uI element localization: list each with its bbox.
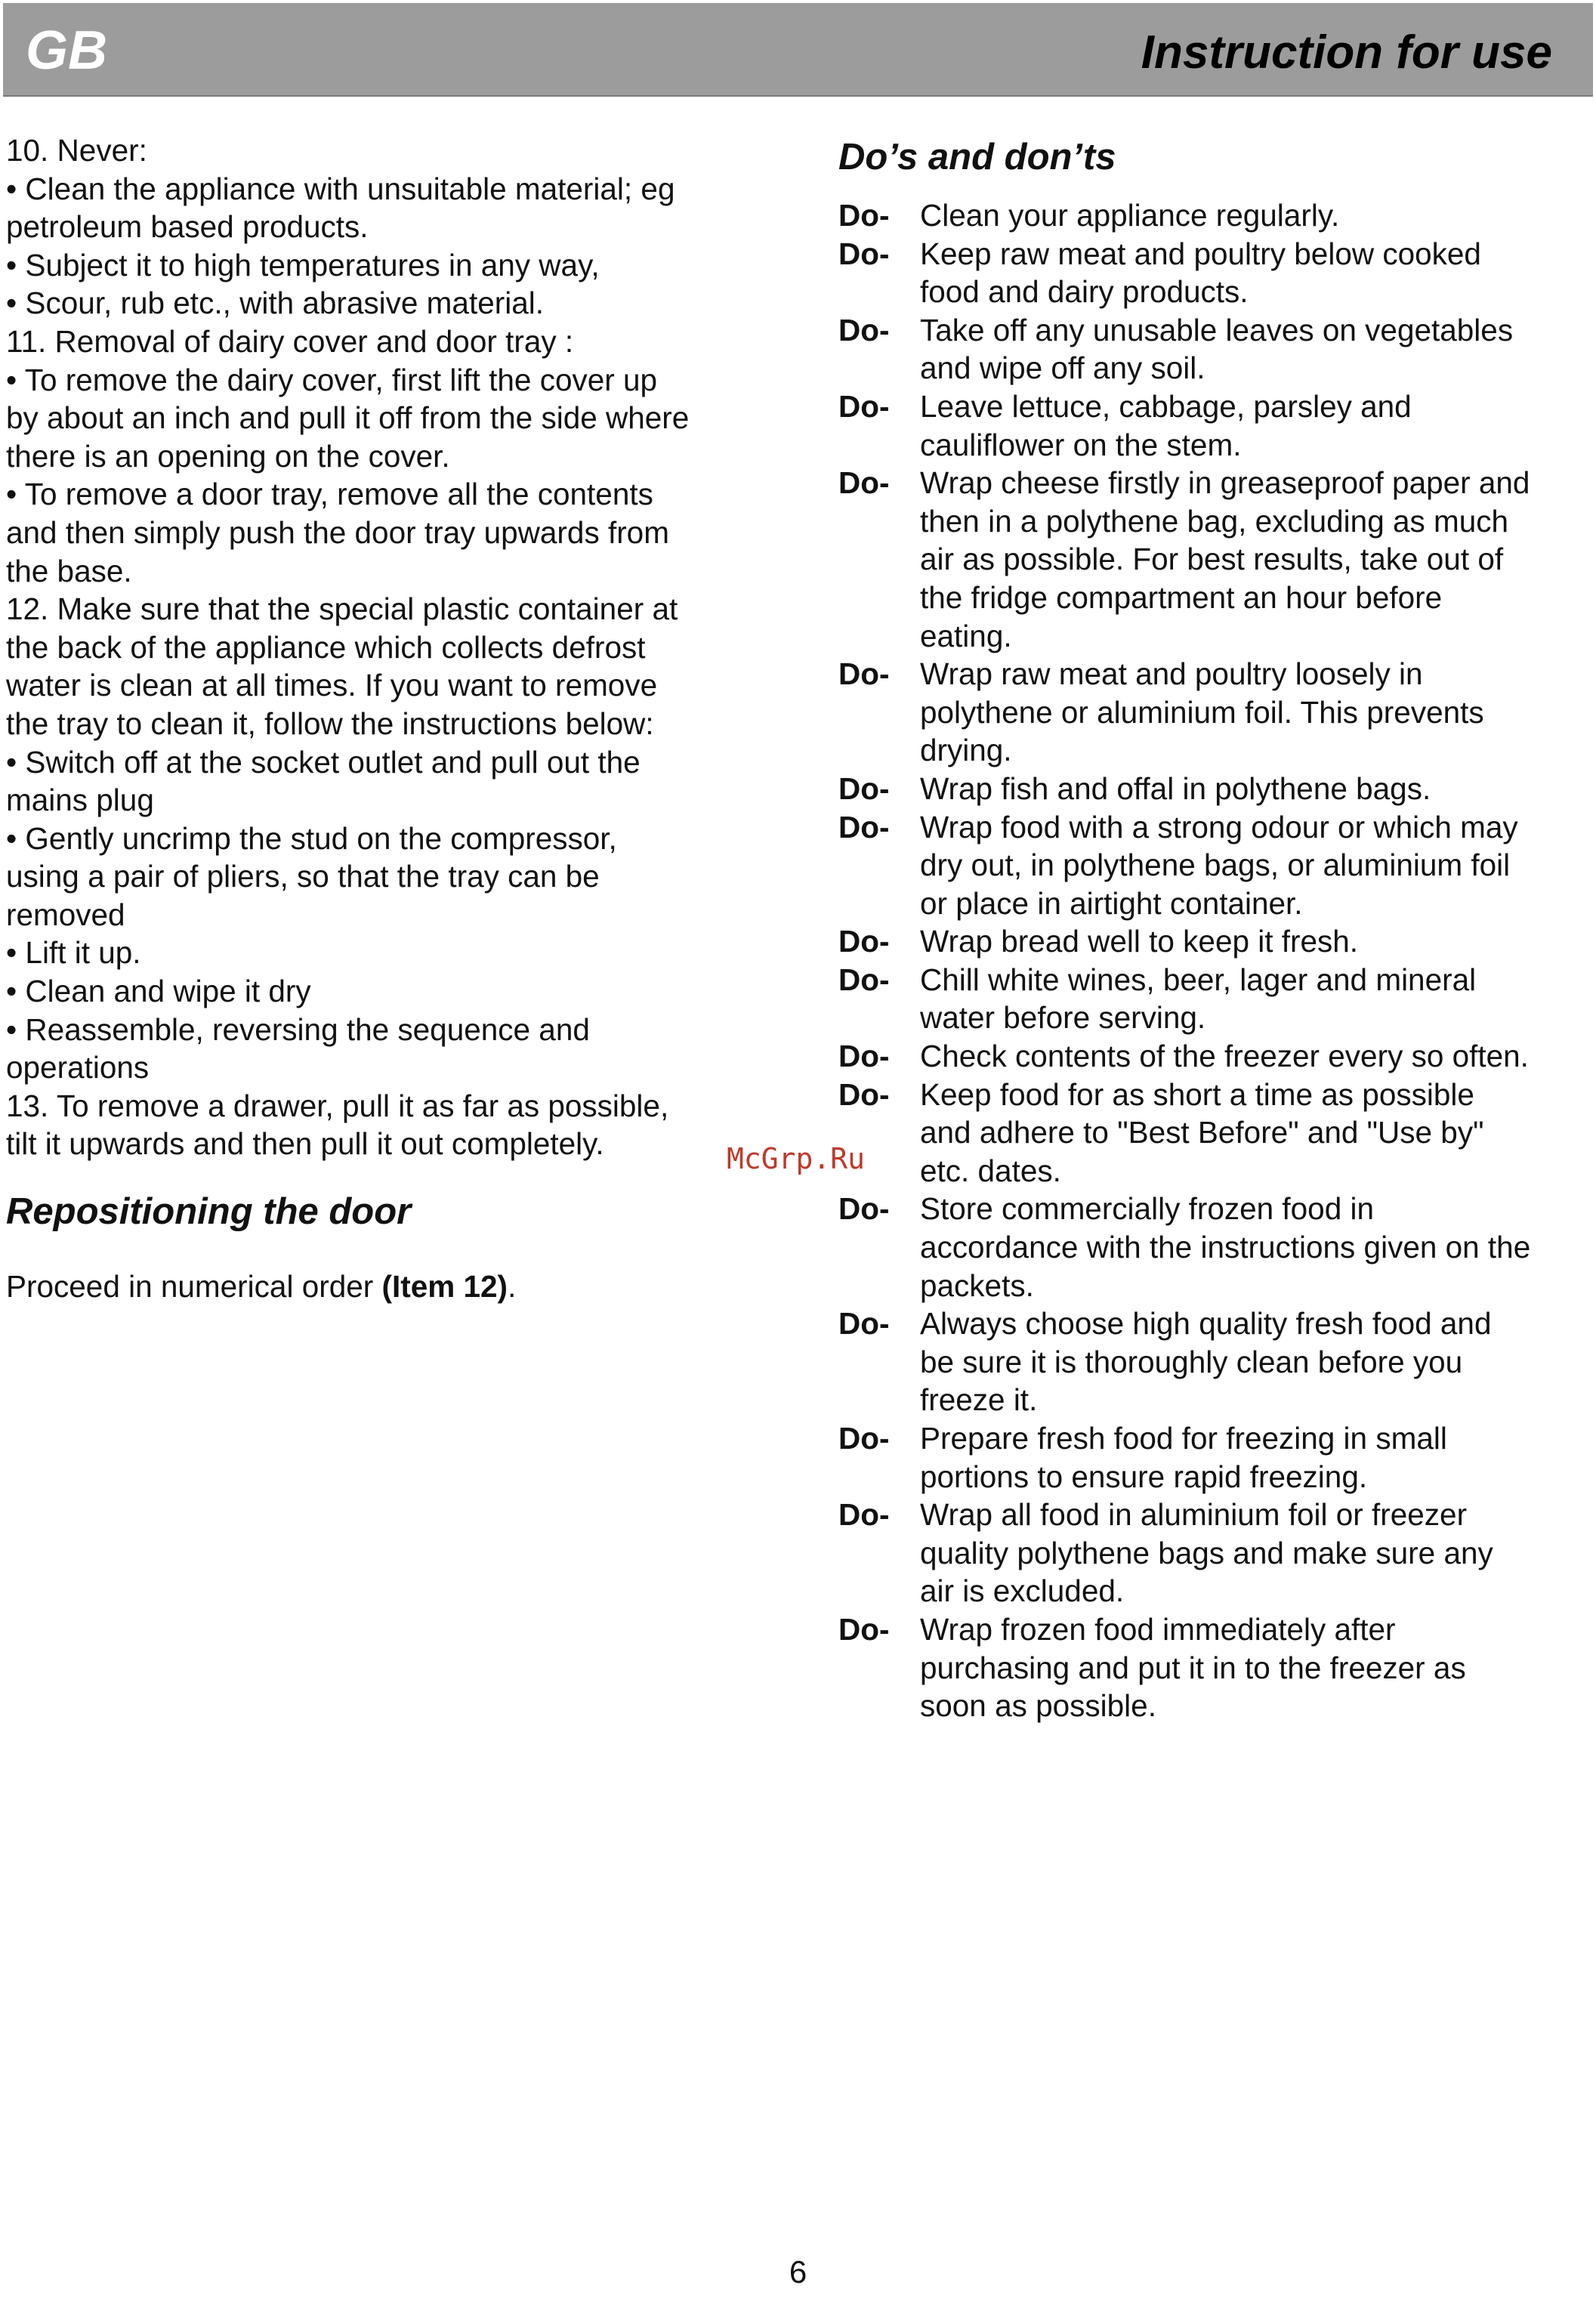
text-line: • Scour, rub etc., with abrasive material. <box>6 286 544 321</box>
text-line: 12. Make sure that the special plastic container at <box>6 591 678 627</box>
do-text <box>920 1496 1594 1610</box>
do-label: Do- <box>838 388 890 424</box>
do-text-line: the fridge compartment an hour before <box>920 579 1443 615</box>
do-text-line: or place in airtight container. <box>920 885 1303 921</box>
do-text <box>920 388 1594 464</box>
do-text-line: cauliflower on the stem. <box>920 427 1242 462</box>
do-item <box>838 770 1594 808</box>
do-text-line: water before serving. <box>920 1000 1206 1036</box>
do-label: Do- <box>838 962 890 997</box>
do-text-line: Wrap all food in aluminium foil or freezer <box>920 1497 1468 1533</box>
do-item <box>838 388 1594 464</box>
do-text-line: Wrap cheese firstly in greaseproof paper and <box>920 465 1530 501</box>
text-line: the base. <box>6 553 132 588</box>
watermark-text: McGrp.Ru <box>727 1142 866 1175</box>
do-text <box>920 1610 1594 1725</box>
text-line: petroleum based products. <box>6 209 369 245</box>
do-label: Do- <box>838 656 890 692</box>
text-line: • Subject it to high temperatures in any way, <box>6 247 600 283</box>
do-text-line: Check contents of the freezer every so often. <box>920 1039 1529 1074</box>
text-line: 11. Removal of dairy cover and door tray : <box>6 323 574 359</box>
header-title: Instruction for use <box>1141 26 1552 79</box>
do-item <box>838 1037 1594 1076</box>
text-line: the tray to clean it, follow the instructions below: <box>6 706 654 741</box>
do-text <box>920 922 1594 961</box>
do-text-line: dry out, in polythene bags, or aluminium foil <box>920 848 1511 883</box>
do-text <box>920 311 1594 388</box>
text-line: 13. To remove a drawer, pull it as far as possible, <box>6 1088 669 1123</box>
do-text <box>920 1419 1594 1496</box>
do-label: Do- <box>838 1039 890 1074</box>
do-label: Do- <box>838 198 890 233</box>
text-line: there is an opening on the cover. <box>6 438 450 474</box>
do-text-line: air is excluded. <box>920 1573 1125 1609</box>
do-label: Do- <box>838 1421 890 1456</box>
proceed-item-ref: (Item 12) <box>381 1269 508 1305</box>
do-text <box>920 655 1594 770</box>
do-text-line: Wrap food with a strong odour or which may <box>920 809 1518 845</box>
proceed-end: . <box>508 1269 517 1305</box>
do-text-line: Leave lettuce, cabbage, parsley and <box>920 388 1412 424</box>
do-text-line: Always choose high quality fresh food and <box>920 1306 1492 1342</box>
text-line: 10. Never: <box>6 133 147 168</box>
text-line: and then simply push the door tray upwards from <box>6 514 669 550</box>
text-line: using a pair of pliers, so that the tray can be <box>6 859 600 894</box>
do-label: Do- <box>838 770 890 806</box>
do-text-line: freeze it. <box>920 1382 1038 1418</box>
do-text-line: accordance with the instructions given on the <box>920 1230 1531 1265</box>
do-text-line: packets. <box>920 1268 1034 1303</box>
do-text <box>920 1076 1594 1190</box>
do-text-line: food and dairy products. <box>920 274 1249 310</box>
do-text-line: eating. <box>920 618 1012 653</box>
left-column <box>6 131 761 1306</box>
do-text-line: and wipe off any soil. <box>920 350 1205 386</box>
do-text <box>920 1037 1594 1076</box>
proceed-main: Proceed in numerical order <box>6 1269 382 1305</box>
do-item <box>838 464 1594 655</box>
text-line: • Lift it up. <box>6 935 141 971</box>
text-line: removed <box>6 897 125 932</box>
text-line: operations <box>6 1050 150 1085</box>
dos-list <box>838 196 1594 1725</box>
do-text <box>920 196 1594 235</box>
do-item <box>838 235 1594 311</box>
do-text-line: Chill white wines, beer, lager and mineral <box>920 962 1477 997</box>
do-item <box>838 922 1594 961</box>
text-line: • Clean and wipe it dry <box>6 974 311 1009</box>
do-text <box>920 235 1594 311</box>
language-code: GB <box>26 20 107 81</box>
text-line: mains plug <box>6 783 154 818</box>
text-line: • Switch off at the socket outlet and pull out the <box>6 744 641 780</box>
do-text-line: drying. <box>920 733 1012 768</box>
do-label: Do- <box>838 924 890 959</box>
do-text-line: be sure it is thoroughly clean before you <box>920 1344 1463 1379</box>
do-text-line: then in a polythene bag, excluding as much <box>920 503 1509 539</box>
do-label: Do- <box>838 809 890 845</box>
text-line: • Clean the appliance with unsuitable material; eg <box>6 171 675 206</box>
do-item <box>838 961 1594 1037</box>
do-item <box>838 196 1594 235</box>
do-text-line: Wrap raw meat and poultry loosely in <box>920 656 1423 692</box>
text-line: the back of the appliance which collects defrost <box>6 629 646 665</box>
text-line: • Reassemble, reversing the sequence and <box>6 1011 590 1047</box>
do-text-line: Store commercially frozen food in <box>920 1191 1374 1227</box>
text-line: water is clean at all times. If you want to remove <box>6 668 658 703</box>
repositioning-title: Repositioning the door <box>6 1191 412 1233</box>
do-text-line: quality polythene bags and make sure any <box>920 1535 1493 1570</box>
text-line: • To remove a door tray, remove all the contents <box>6 477 653 512</box>
text-line: by about an inch and pull it off from the side where <box>6 400 690 436</box>
do-item <box>838 1076 1594 1190</box>
do-item <box>838 1419 1594 1496</box>
dos-donts-title: Do’s and don’ts <box>838 137 1116 178</box>
text-line: • To remove the dairy cover, first lift the cover up <box>6 362 658 397</box>
do-item <box>838 808 1594 923</box>
do-text-line: Prepare fresh food for freezing in small <box>920 1421 1447 1456</box>
do-item <box>838 1305 1594 1419</box>
do-text-line: soon as possible. <box>920 1688 1156 1724</box>
do-label: Do- <box>838 1611 890 1647</box>
do-label: Do- <box>838 1497 890 1533</box>
do-text-line: and adhere to "Best Before" and "Use by" <box>920 1115 1484 1150</box>
do-item <box>838 311 1594 388</box>
right-column <box>838 131 1594 1725</box>
do-text-line: Clean your appliance regularly. <box>920 198 1340 233</box>
text-line: tilt it upwards and then pull it out completely. <box>6 1126 604 1162</box>
do-label: Do- <box>838 1191 890 1227</box>
do-item <box>838 1610 1594 1725</box>
do-text <box>920 464 1594 655</box>
do-text-line: Wrap fish and offal in polythene bags. <box>920 770 1431 806</box>
proceed-text <box>6 1268 761 1306</box>
do-item <box>838 1190 1594 1305</box>
do-label: Do- <box>838 1306 890 1342</box>
do-label: Do- <box>838 312 890 347</box>
do-label: Do- <box>838 1076 890 1112</box>
do-text-line: Wrap bread well to keep it fresh. <box>920 924 1359 959</box>
do-text <box>920 770 1594 808</box>
do-item <box>838 1496 1594 1610</box>
do-text-line: purchasing and put it in to the freezer as <box>920 1650 1466 1685</box>
do-label: Do- <box>838 236 890 271</box>
do-label: Do- <box>838 465 890 501</box>
do-text <box>920 1190 1594 1305</box>
text-line: • Gently uncrimp the stud on the compressor, <box>6 820 617 856</box>
do-text-line: air as possible. For best results, take out of <box>920 542 1504 577</box>
page-number: 6 <box>789 2254 807 2290</box>
do-text <box>920 808 1594 923</box>
do-text-line: Keep food for as short a time as possible <box>920 1076 1474 1112</box>
do-item <box>838 655 1594 770</box>
do-text-line: Take off any unusable leaves on vegetables <box>920 312 1514 347</box>
do-text-line: etc. dates. <box>920 1153 1061 1188</box>
do-text-line: polythene or aluminium foil. This prevents <box>920 694 1484 730</box>
do-text <box>920 961 1594 1037</box>
do-text-line: Wrap frozen food immediately after <box>920 1611 1396 1647</box>
do-text-line: portions to ensure rapid freezing. <box>920 1459 1368 1494</box>
do-text <box>920 1305 1594 1419</box>
do-text-line: Keep raw meat and poultry below cooked <box>920 236 1481 271</box>
page-header <box>3 3 1593 97</box>
